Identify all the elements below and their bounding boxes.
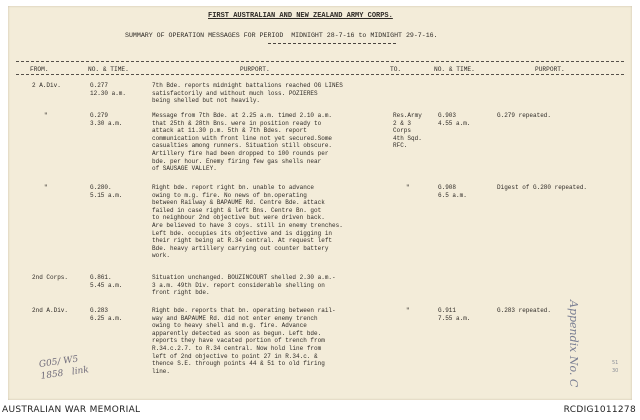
footer-source: AUSTRALIAN WAR MEMORIAL — [2, 405, 141, 415]
row-to: Res.Army 2 & 3 Corps 4th Sqd. RFC. — [393, 112, 422, 150]
header-from: FROM. — [30, 66, 49, 73]
row-from: 2nd A.Div. — [32, 307, 69, 314]
row-no-time: G.277 12.30 a.m. — [90, 82, 127, 97]
row-purport-2: G.279 repeated. — [497, 112, 552, 119]
document-title: FIRST AUSTRALIAN AND NEW ZEALAND ARMY CORPS. — [208, 12, 393, 20]
header-no-time-2: NO. & TIME. — [434, 66, 475, 73]
header-top-rule — [16, 61, 624, 62]
row-no-time-2: G.903 4.55 a.m. — [438, 112, 471, 127]
row-purport: Message from 7th Bde. at 2.25 a.m. timed 2.10 a.m. that 25th & 28th Bns. were in position ready to attack at 11.30 p.m. 5th & 7th Bdes. report communication with front line not yet secured.Some casualties among runners. Situation still obscure. Artillery fire had been dropped to 100 rounds per bde. per hour. Enemy firing few gas shells near of SAUSAGE VALLEY. — [152, 112, 333, 173]
row-from: 2nd Corps. — [32, 274, 69, 281]
footer-id: RCDIG1011278 — [563, 405, 636, 415]
header-no-time: NO. & TIME. — [88, 66, 129, 73]
footer-bar — [0, 400, 640, 420]
row-from: " — [44, 112, 48, 119]
row-from: " — [44, 184, 48, 191]
row-purport: Right bde. reports that bn. operating between rail- way and BAPAUME Rd. did not enter enemy trench owing to heavy shell and m.g. fire. Advance apparently detected as soon as begun. Left bde. reports they have vacated portion of trench from R.34.c.2.7. to R.34 central. Now hold line from left of 2nd objective to point 27 in R.34.c. & thence S.E. through points 44 & 51 to old firing line. — [152, 307, 336, 375]
row-no-time-2: G.908 6.5 a.m. — [438, 184, 467, 199]
row-to: " — [406, 307, 410, 314]
row-no-time: G.283 6.25 a.m. — [90, 307, 123, 322]
row-purport-2: Digest of G.280 repeated. — [497, 184, 588, 191]
row-purport: Situation unchanged. BOUZINCOURT shelled 2.30 a.m.- 3 a.m. 49th Div. report considerable shelling on front right bde. — [152, 274, 336, 297]
header-purport-2: PURPORT. — [535, 66, 565, 73]
header-to: TO. — [390, 66, 402, 73]
header-bottom-rule — [16, 74, 624, 75]
appendix-annotation: Appendix No. C — [567, 300, 580, 388]
header-purport: PURPORT. — [240, 66, 270, 73]
row-no-time: G.279 3.30 a.m. — [90, 112, 123, 127]
subtitle-underline — [268, 43, 396, 44]
row-to: " — [406, 184, 410, 191]
pencil-annotation: G05/ W5 1858 link — [38, 354, 90, 382]
row-no-time-2: G.911 7.55 a.m. — [438, 307, 471, 322]
row-purport: Right bde. report right bn. unable to advance owing to m.g. fire. No news of bn.operating between Railway & BAPAUME Rd. Centre Bde. attack failed in case right & left Bns. Centre Bn. got to neighbour 2nd objective but were driven back. Are believed to have 3 coys. still in enemy trenches. Left bde. occupies its objective and is digging in their right being at R.34 central. At request left Bde. heavy artillery carrying out counter battery work. — [152, 184, 343, 260]
row-from: 2 A.Div. — [32, 82, 61, 89]
row-no-time: G.861. 5.45 a.m. — [90, 274, 123, 289]
row-purport-2: G.283 repeated. — [497, 307, 552, 314]
row-purport: 7th Bde. reports midnight battalions reached OG LINES satisfactorily and without much loss. POZIERES being shelled but not heavily. — [152, 82, 343, 105]
row-no-time: G.280. 5.15 a.m. — [90, 184, 123, 199]
document-subtitle: SUMMARY OF OPERATION MESSAGES FOR PERIOD MIDNIGHT 28-7-16 to MIDNIGHT 29-7-16. — [125, 32, 438, 39]
corner-annotation: 51 30 — [612, 360, 619, 374]
